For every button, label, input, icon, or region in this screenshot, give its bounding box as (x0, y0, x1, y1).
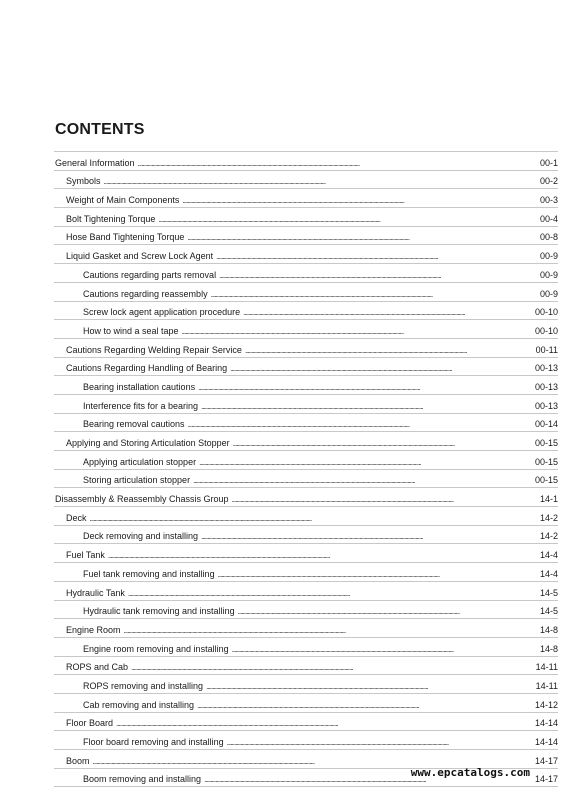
toc-entry-page: 00-10 (534, 307, 558, 318)
toc-entry-label: Bolt Tightening Torque (66, 213, 156, 224)
dot-leader (199, 458, 533, 467)
toc-entry[interactable] (54, 488, 558, 507)
toc-entry[interactable] (54, 451, 558, 470)
toc-entry-label: Applying and Storing Articulation Stopper (66, 438, 230, 448)
toc-entry-label: Liquid Gasket and Screw Lock Agent (66, 251, 214, 262)
toc-entry[interactable] (54, 283, 558, 302)
toc-entry[interactable] (54, 339, 558, 358)
toc-entry-page: 14-11 (535, 662, 558, 673)
dot-leader (211, 290, 538, 299)
toc-entry[interactable] (54, 526, 558, 545)
toc-entry[interactable] (54, 470, 558, 489)
toc-entry[interactable] (54, 731, 558, 750)
dot-leader (182, 196, 538, 205)
toc-entry[interactable] (54, 414, 558, 433)
toc-entry-page: 00-15 (534, 475, 558, 486)
toc-entry[interactable] (54, 657, 558, 676)
dot-leader (131, 663, 534, 672)
toc-entry[interactable] (54, 189, 558, 208)
dot-leader (201, 532, 538, 541)
dot-leader (197, 701, 533, 710)
dot-leader (90, 514, 538, 523)
toc-entry-label: General Information (55, 157, 135, 168)
dot-leader (216, 252, 538, 261)
toc-entry[interactable] (54, 320, 558, 339)
dot-leader (227, 738, 533, 747)
toc-entry[interactable] (54, 376, 558, 395)
toc-entry-label: Weight of Main Components (66, 195, 180, 206)
toc-entry-label: Fuel Tank (66, 550, 105, 561)
dot-leader (158, 215, 538, 224)
toc-entry-label: Engine room removing and installing (83, 643, 229, 654)
toc-entry-page: 00-2 (539, 176, 558, 187)
toc-entry-label: Deck removing and installing (83, 531, 199, 542)
dot-leader (104, 177, 538, 186)
toc-entry-page: 14-2 (539, 531, 558, 542)
toc-entry-page: 14-8 (539, 643, 558, 654)
toc-entry[interactable] (54, 264, 558, 283)
toc-entry-label: ROPS removing and installing (83, 680, 204, 691)
dot-leader (201, 402, 533, 411)
toc-entry-label: Fuel tank removing and installing (83, 568, 215, 579)
toc-entry-page: 00-8 (539, 232, 558, 243)
toc-entry[interactable] (54, 227, 558, 246)
dot-leader (108, 551, 538, 560)
dot-leader (124, 626, 538, 635)
dot-leader (233, 439, 533, 448)
toc-entry-page: 00-9 (539, 288, 558, 299)
toc-entry-page: 14-5 (539, 606, 558, 617)
toc-entry-page: 00-13 (534, 400, 558, 411)
page-title: CONTENTS (55, 121, 145, 138)
toc-entry-page: 14-12 (534, 699, 558, 710)
toc-entry-label: Hose Band Tightening Torque (66, 232, 185, 243)
toc-entry-page: 14-11 (535, 680, 558, 691)
dot-leader (193, 476, 533, 485)
toc-entry-label: Screw lock agent application procedure (83, 307, 241, 318)
toc-entry-label: Cab removing and installing (83, 699, 195, 710)
toc-entry-page: 00-4 (539, 213, 558, 224)
toc-entry-page: 14-1 (539, 494, 558, 505)
toc-entry-label: Engine Room (66, 624, 121, 635)
toc-entry-page: 00-15 (534, 438, 558, 448)
toc-entry-page: 00-15 (534, 456, 558, 467)
toc-entry-label: Deck (66, 512, 87, 523)
dot-leader (238, 607, 538, 616)
toc-entry-label: Bearing removal cautions (83, 419, 185, 430)
toc-entry-label: Boom removing and installing (83, 774, 202, 785)
toc-entry-page: 00-11 (535, 344, 558, 355)
toc-entry-page: 14-5 (539, 587, 558, 598)
dot-leader (128, 589, 538, 598)
toc-entry-label: Cautions Regarding Welding Repair Service (66, 344, 242, 355)
dot-leader (245, 346, 534, 355)
toc-entry[interactable] (54, 694, 558, 713)
toc-entry-label: Cautions regarding parts removal (83, 269, 217, 280)
toc-entry-page: 14-17 (534, 774, 558, 785)
toc-entry-page: 00-14 (534, 419, 558, 430)
dot-leader (218, 570, 538, 579)
dot-leader (219, 271, 538, 280)
toc-entry-label: Bearing installation cautions (83, 381, 196, 392)
dot-leader (116, 719, 533, 728)
toc-entry[interactable] (54, 619, 558, 638)
toc-entry[interactable] (54, 151, 558, 171)
toc-entry-label: Symbols (66, 176, 101, 187)
toc-entry[interactable] (54, 713, 558, 732)
toc-entry-page: 00-1 (539, 157, 558, 168)
toc-entry-label: Cautions regarding reassembly (83, 288, 208, 299)
dot-leader (232, 645, 538, 654)
toc-entry[interactable] (54, 358, 558, 377)
toc-entry[interactable] (54, 245, 558, 264)
toc-entry-page: 14-14 (534, 737, 558, 747)
toc-entry[interactable] (54, 507, 558, 526)
toc-entry-page: 14-4 (539, 550, 558, 561)
toc-entry[interactable] (54, 171, 558, 190)
toc-entry[interactable] (54, 563, 558, 582)
dot-leader (232, 495, 538, 504)
watermark-url: www.epcatalogs.com (410, 766, 530, 779)
toc-entry-page: 14-8 (539, 624, 558, 635)
toc-entry-label: Storing articulation stopper (83, 475, 191, 486)
dot-leader (93, 757, 533, 766)
toc-entry-label: How to wind a seal tape (83, 325, 179, 336)
toc-entry[interactable] (54, 544, 558, 563)
toc-entry-label: Applying articulation stopper (83, 456, 197, 467)
toc-entry-page: 00-9 (539, 269, 558, 280)
toc-entry[interactable] (54, 638, 558, 657)
toc-entry-page: 00-13 (534, 381, 558, 392)
toc-entry-page: 14-4 (539, 568, 558, 579)
dot-leader (182, 327, 533, 336)
toc-entry[interactable] (54, 675, 558, 694)
toc-entry-label: Hydraulic Tank (66, 587, 125, 598)
toc-entry-label: Disassembly & Reassembly Chassis Group (55, 494, 229, 505)
toc-entry-page: 00-13 (534, 363, 558, 374)
dot-leader (243, 308, 533, 317)
toc-entry-label: Cautions Regarding Handling of Bearing (66, 363, 228, 374)
toc-entry[interactable] (54, 432, 558, 451)
toc-entry-label: Boom (66, 755, 90, 766)
toc-entry[interactable] (54, 302, 558, 321)
toc-entry-label: Interference fits for a bearing (83, 400, 199, 411)
toc-entry-page: 00-3 (539, 195, 558, 206)
toc-entry[interactable] (54, 395, 558, 414)
toc-entry[interactable] (54, 208, 558, 227)
toc-entry[interactable] (54, 582, 558, 601)
toc-entry-label: ROPS and Cab (66, 662, 129, 673)
toc-entry-label: Floor Board (66, 718, 114, 729)
dot-leader (230, 364, 533, 373)
table-of-contents (54, 151, 558, 787)
toc-entry-page: 14-2 (539, 512, 558, 523)
toc-entry[interactable] (54, 601, 558, 620)
dot-leader (187, 233, 538, 242)
toc-entry-page: 14-17 (534, 755, 558, 766)
toc-entry-page: 00-9 (539, 251, 558, 262)
dot-leader (198, 383, 533, 392)
toc-entry-page: 00-10 (534, 325, 558, 336)
toc-entry-label: Floor board removing and installing (83, 737, 224, 747)
toc-entry-label: Hydraulic tank removing and installing (83, 606, 235, 617)
dot-leader (188, 420, 533, 429)
dot-leader (206, 682, 534, 691)
toc-entry-page: 14-14 (534, 718, 558, 729)
dot-leader (138, 159, 538, 168)
